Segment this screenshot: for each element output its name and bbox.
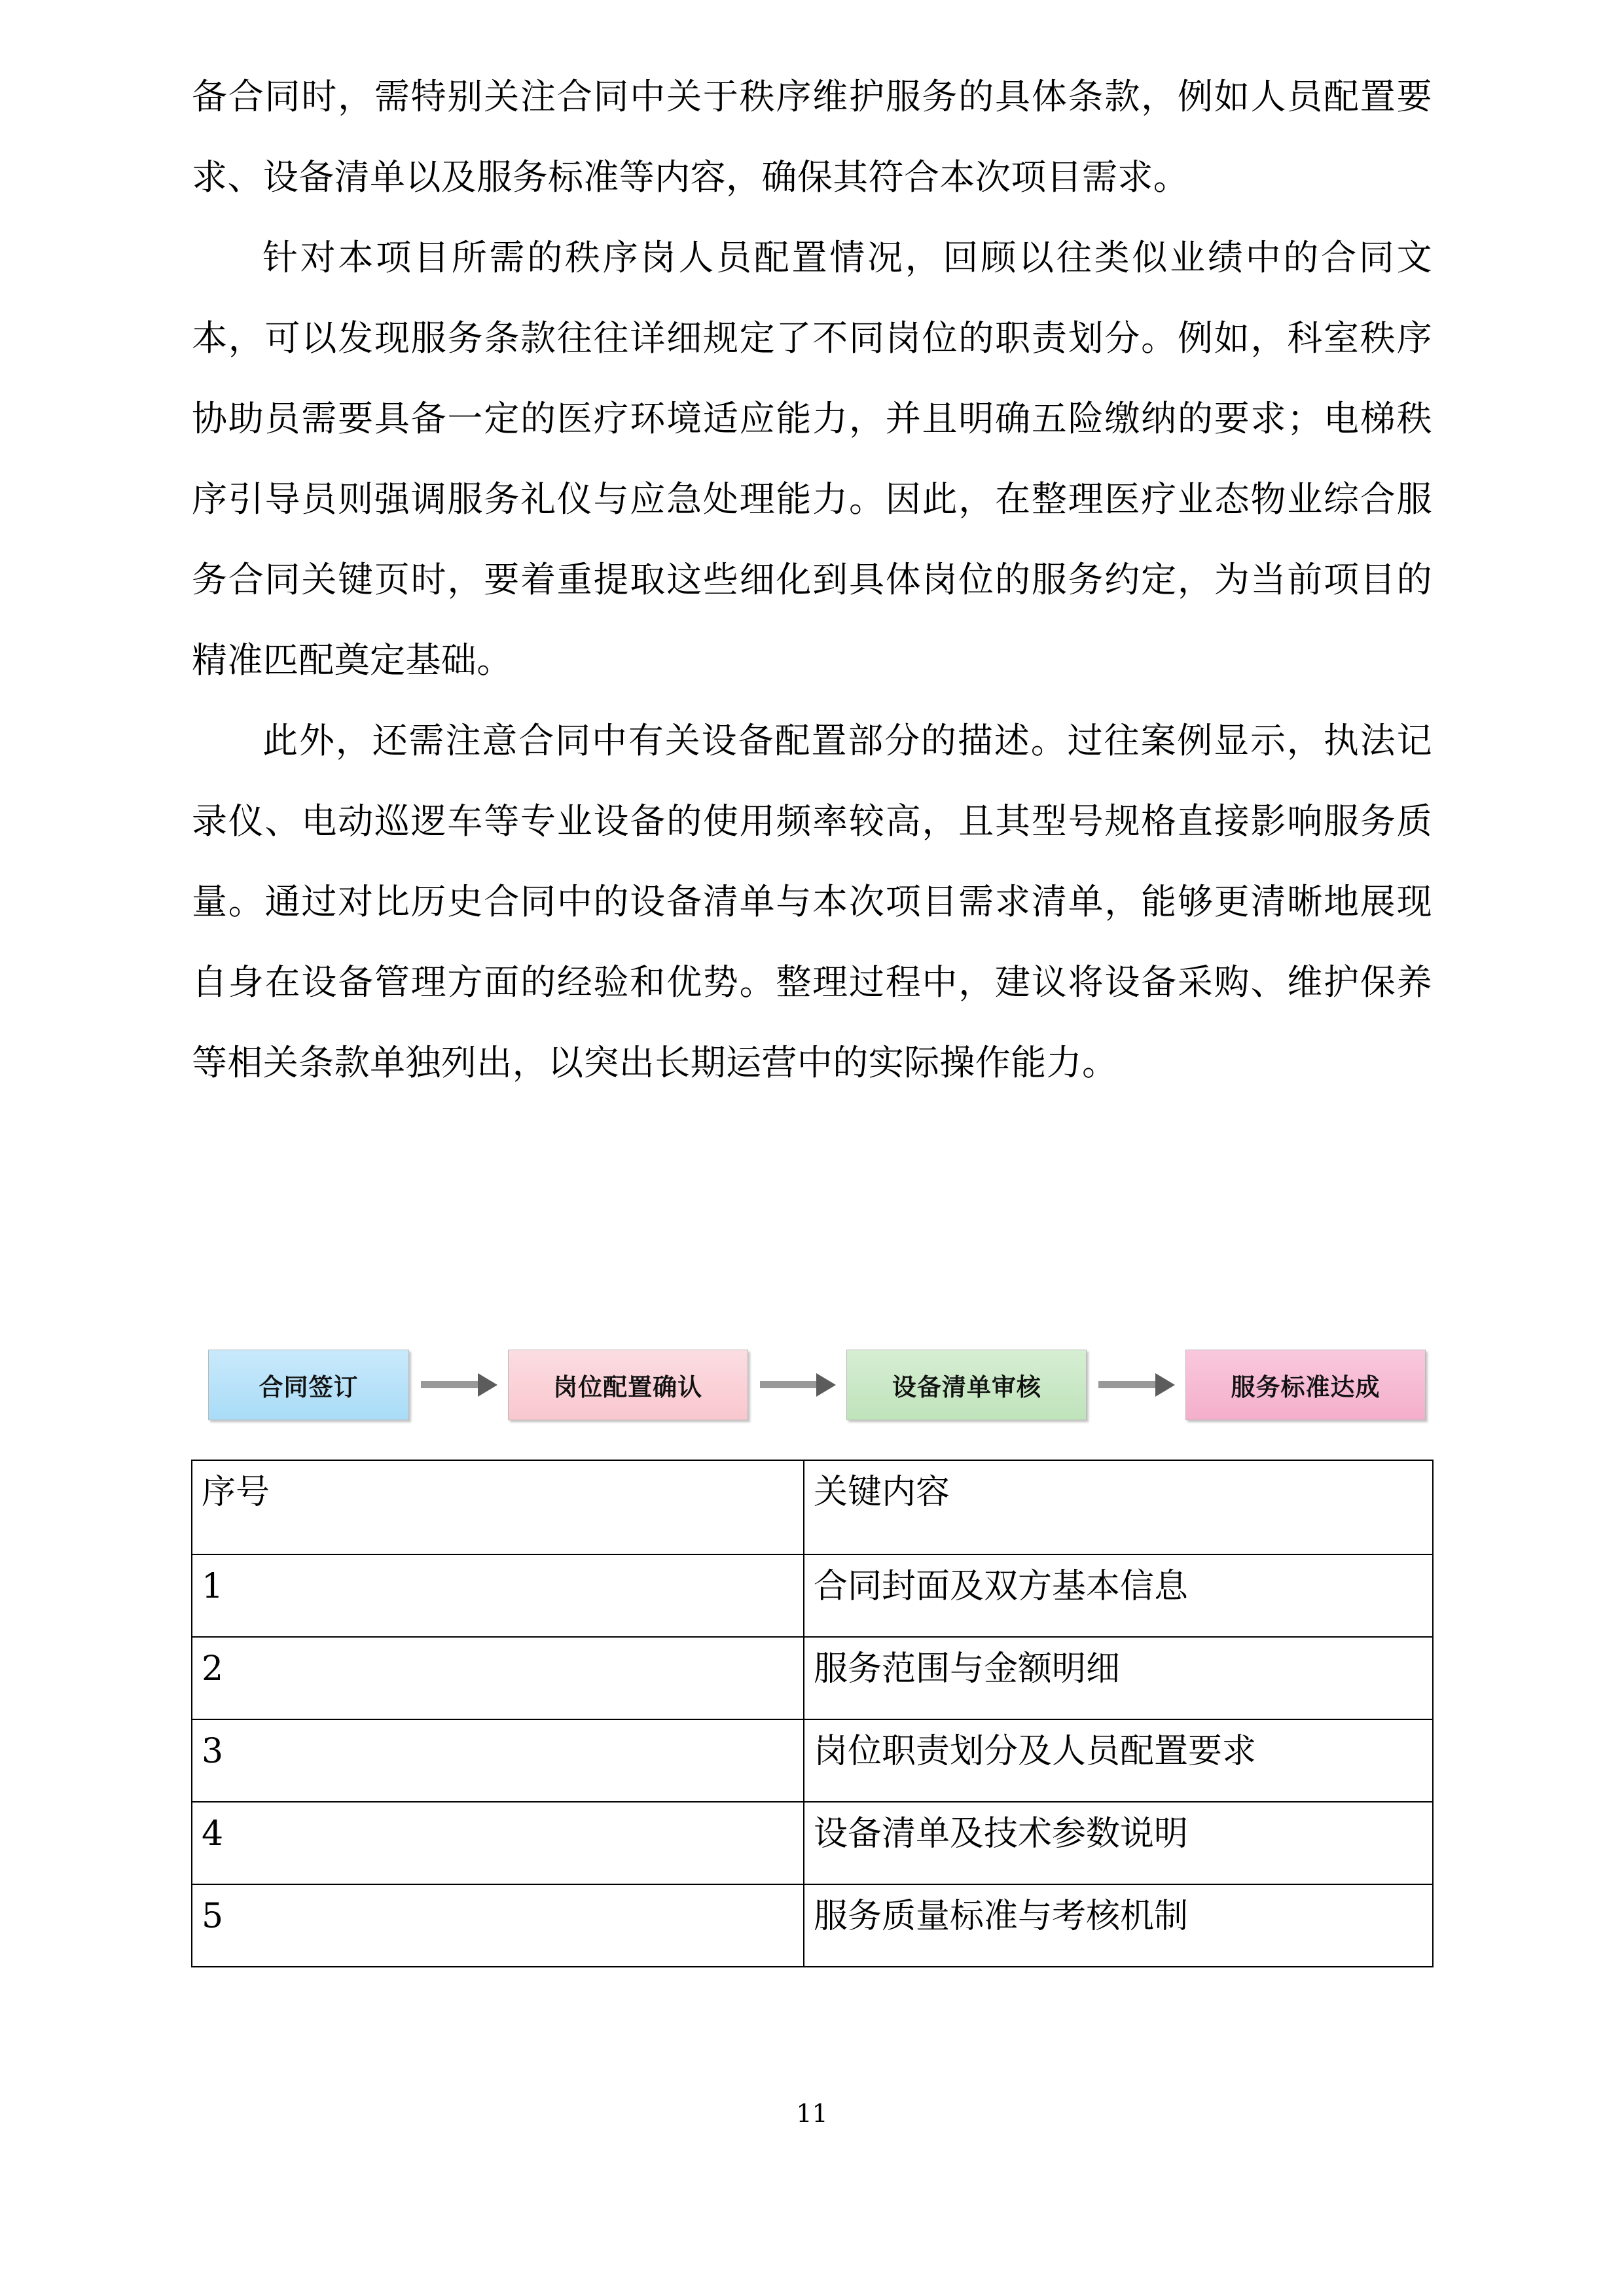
table-cell-index: 4: [192, 1802, 804, 1884]
flow-step-equipment-list-review: 设备清单审核: [846, 1350, 1087, 1420]
flow-step-contract-signing: 合同签订: [208, 1350, 409, 1420]
table-row: [192, 1637, 1433, 1719]
flow-step-post-config-confirm: 岗位配置确认: [508, 1350, 748, 1420]
table-header-content: 关键内容: [804, 1460, 1433, 1554]
table-cell-content: 服务范围与金额明细: [804, 1637, 1433, 1719]
table-cell-content: 合同封面及双方基本信息: [804, 1554, 1433, 1637]
table-row: [192, 1802, 1433, 1884]
process-flowchart: [208, 1344, 1426, 1426]
table-cell-content: 岗位职责划分及人员配置要求: [804, 1719, 1433, 1802]
paragraph-3: 此外，还需注意合同中有关设备配置部分的描述。过往案例显示，执法记录仪、电动巡逻车等专业设备的使用频率较高，且其型号规格直接影响服务质量。通过对比历史合同中的设备清单与本次项目需求清单，能够更清晰地展现自身在设备管理方面的经验和优势。整理过程中，建议将设备采购、维护保养等相关条款单独列出，以突出长期运营中的实际操作能力。: [192, 720, 1432, 1083]
table-header-index: 序号: [192, 1460, 804, 1554]
table-row: [192, 1884, 1433, 1967]
arrow-head-icon: [816, 1373, 836, 1397]
paragraph-1: 备合同时，需特别关注合同中关于秩序维护服务的具体条款，例如人员配置要求、设备清单以及服务标准等内容，确保其符合本次项目需求。: [192, 76, 1432, 198]
flow-step-service-standard-achieved: 服务标准达成: [1185, 1350, 1426, 1420]
table-row: [192, 1719, 1433, 1802]
table-cell-content: 服务质量标准与考核机制: [804, 1884, 1433, 1967]
arrow-line-icon: [421, 1381, 478, 1388]
flow-arrow-2: [748, 1350, 847, 1420]
paragraph-2: 针对本项目所需的秩序岗人员配置情况，回顾以往类似业绩中的合同文本，可以发现服务条款往往详细规定了不同岗位的职责划分。例如，科室秩序协助员需要具备一定的医疗环境适应能力，并且明确五险缴纳的要求；电梯秩序引导员则强调服务礼仪与应急处理能力。因此，在整理医疗业态物业综合服务合同关键页时，要着重提取这些细化到具体岗位的服务约定，为当前项目的精准匹配奠定基础。: [192, 237, 1432, 681]
table-cell-index: 2: [192, 1637, 804, 1719]
table-row: [192, 1554, 1433, 1637]
flow-arrow-3: [1087, 1350, 1185, 1420]
arrow-line-icon: [760, 1381, 817, 1388]
flow-arrow-1: [409, 1350, 508, 1420]
arrow-head-icon: [478, 1373, 497, 1397]
page-number: 11: [796, 2099, 828, 2128]
document-body: [192, 56, 1432, 1103]
table-cell-content: 设备清单及技术参数说明: [804, 1802, 1433, 1884]
arrow-head-icon: [1155, 1373, 1175, 1397]
table-cell-index: 3: [192, 1719, 804, 1802]
arrow-line-icon: [1098, 1381, 1155, 1388]
table-cell-index: 5: [192, 1884, 804, 1967]
key-content-table: [191, 1460, 1434, 1967]
table-header-row: [192, 1460, 1433, 1554]
table-cell-index: 1: [192, 1554, 804, 1637]
